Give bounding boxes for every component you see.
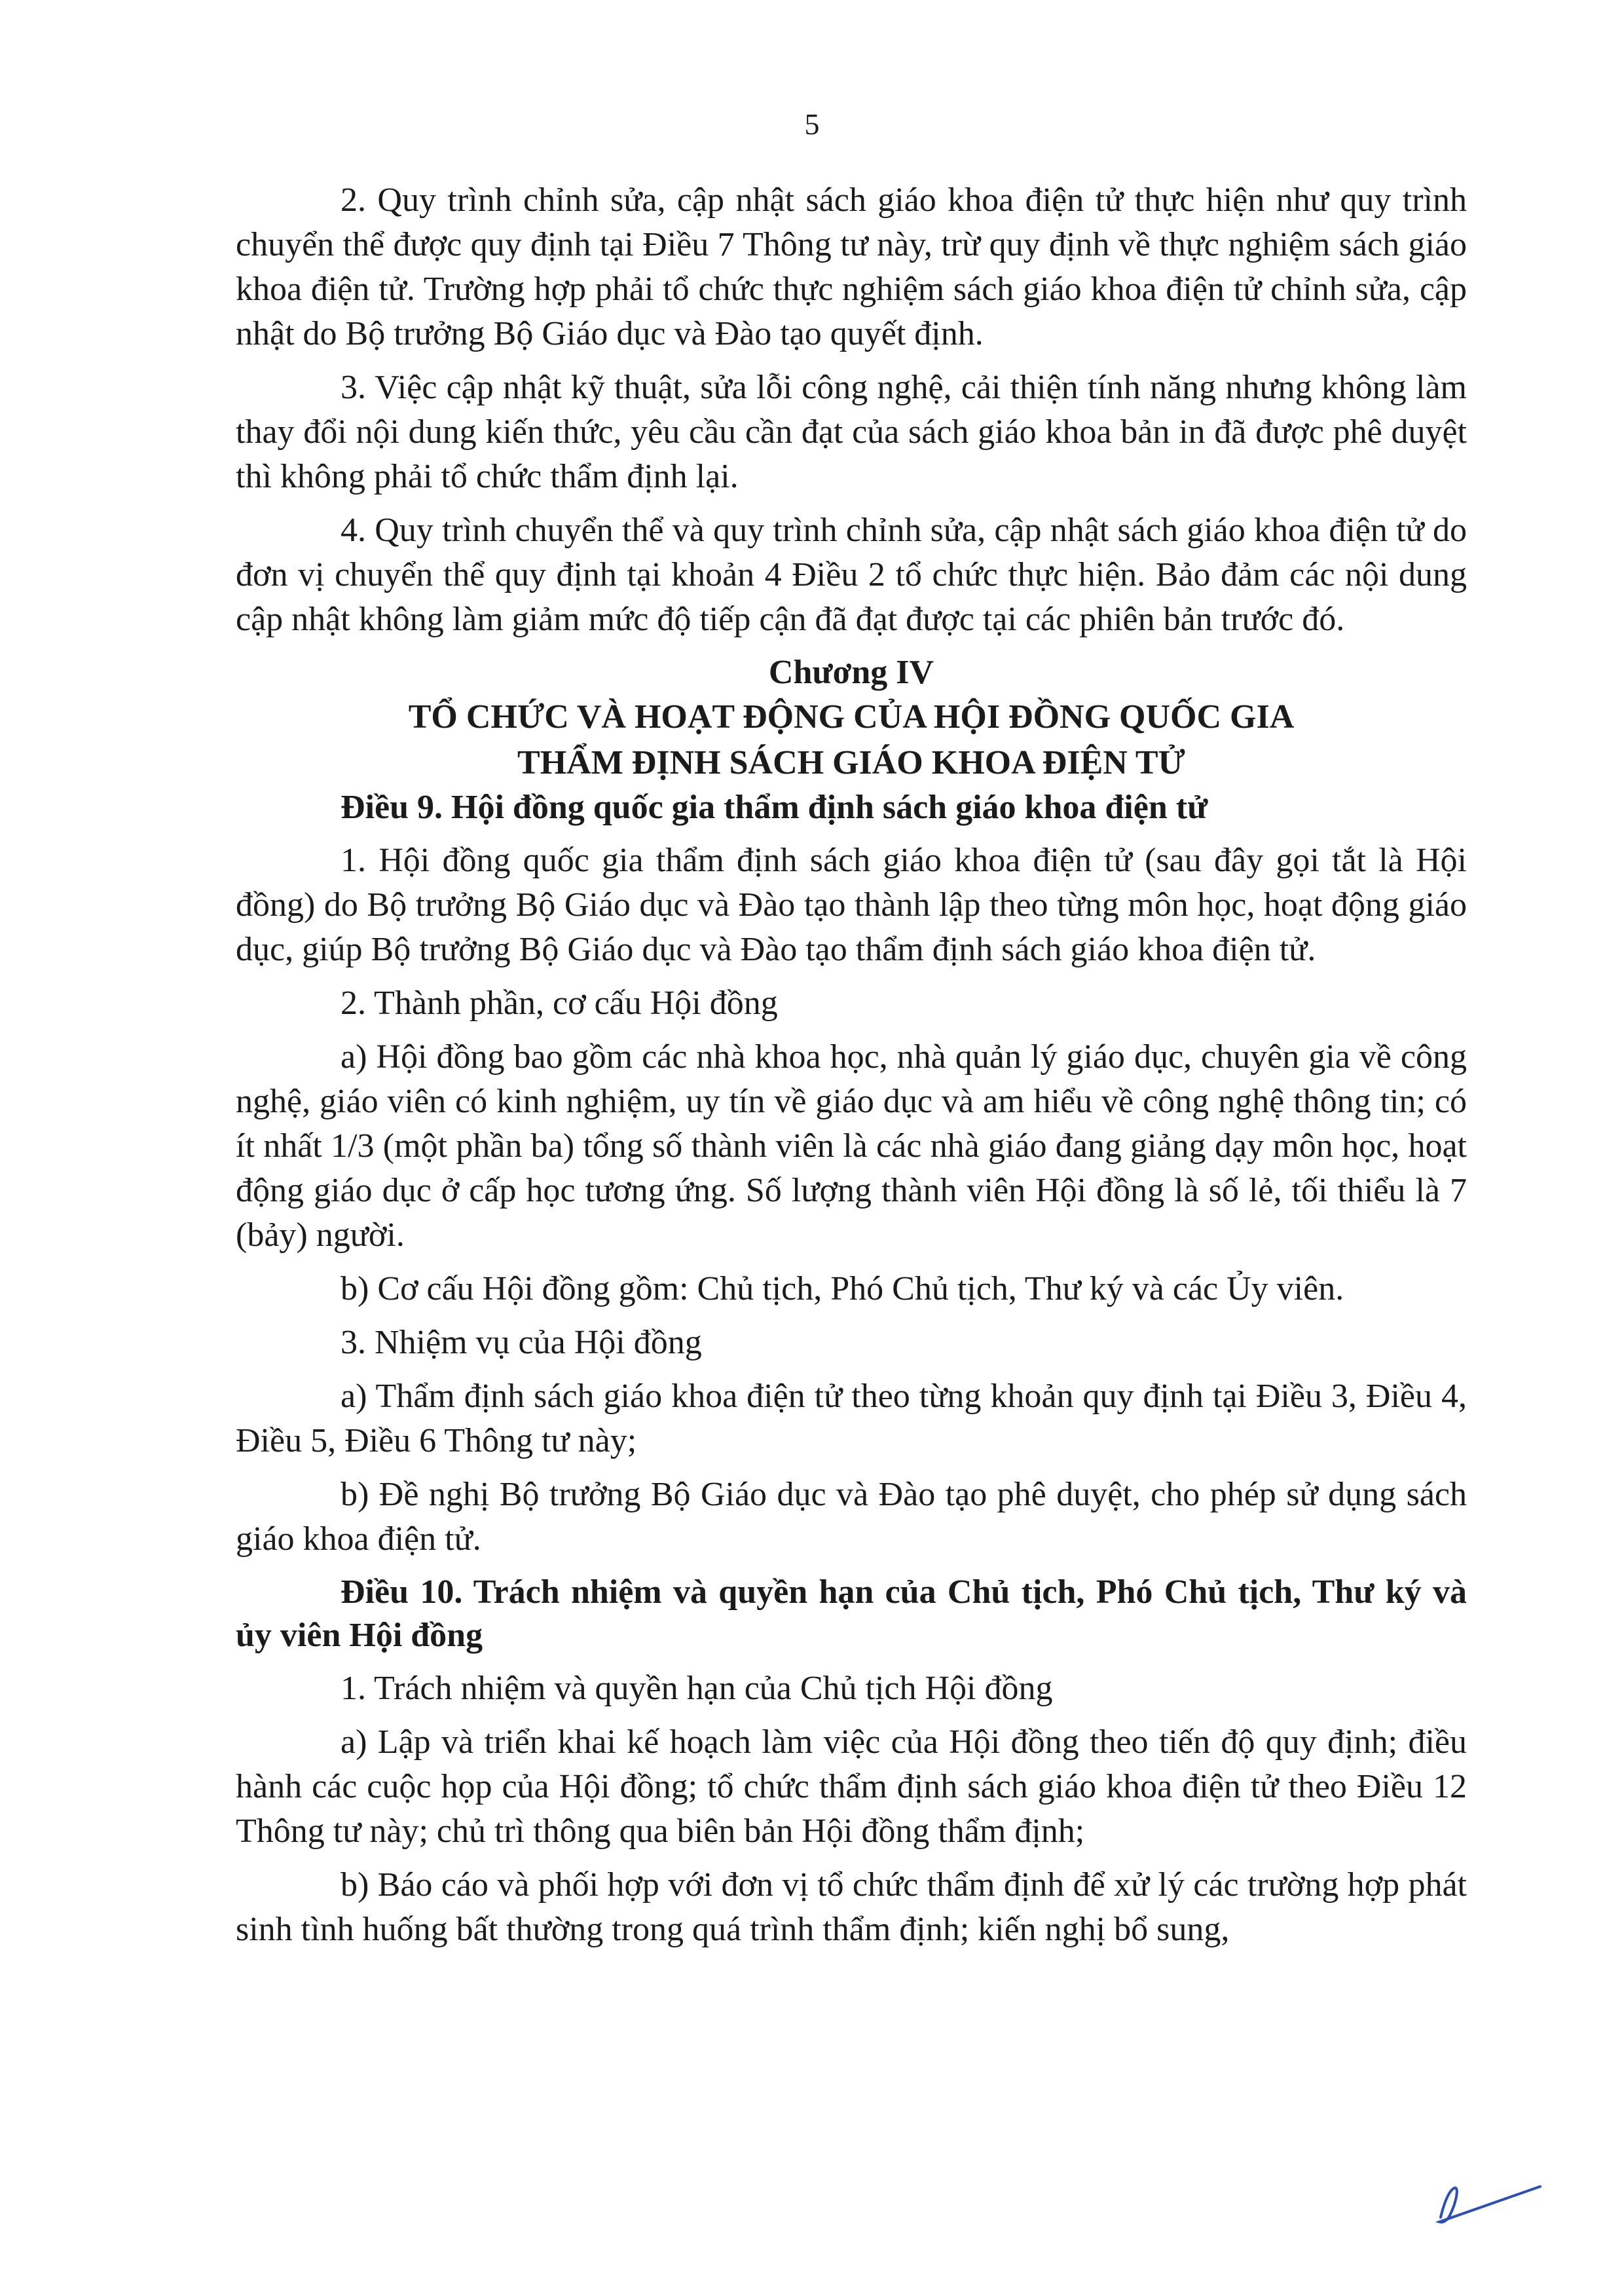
paragraph: a) Hội đồng bao gồm các nhà khoa học, nhà quản lý giáo dục, chuyên gia về công nghệ, giáo viên có kinh nghiệm, uy tín về giáo dục và am hiểu về công nghệ thông tin; có ít nhất 1/3 (một phần ba) tổng số thành viên là các nhà giáo đang giảng dạy môn học, hoạt động giáo dục ở cấp học tương ứng. Số lượng thành viên Hội đồng là số lẻ, tối thiểu là 7 (bảy) người. <box>236 1038 1467 1254</box>
document-body <box>236 178 1467 1952</box>
initials-signature <box>1421 2162 1545 2234</box>
chapter-title-line-2: THẨM ĐỊNH SÁCH GIÁO KHOA ĐIỆN TỬ <box>517 744 1185 781</box>
paragraph: 1. Hội đồng quốc gia thẩm định sách giáo khoa điện tử (sau đây gọi tắt là Hội đồng) do Bộ trưởng Bộ Giáo dục và Đào tạo thành lập theo từng môn học, hoạt động giáo dục, giúp Bộ trưởng Bộ Giáo dục và Đào tạo thẩm định sách giáo khoa điện tử. <box>236 842 1467 968</box>
paragraph: b) Cơ cấu Hội đồng gồm: Chủ tịch, Phó Chủ tịch, Thư ký và các Ủy viên. <box>341 1270 1344 1307</box>
chapter-title-line-1: TỔ CHỨC VÀ HOẠT ĐỘNG CỦA HỘI ĐỒNG QUỐC GIA <box>408 698 1295 736</box>
paragraph: 3. Việc cập nhật kỹ thuật, sửa lỗi công nghệ, cải thiện tính năng nhưng không làm thay đổi nội dung kiến thức, yêu cầu cần đạt của sách giáo khoa bản in đã được phê duyệt thì không phải tổ chức thẩm định lại. <box>236 369 1467 495</box>
paragraph: a) Lập và triển khai kế hoạch làm việc của Hội đồng theo tiến độ quy định; điều hành các cuộc họp của Hội đồng; tổ chức thẩm định sách giáo khoa điện tử theo Điều 12 Thông tư này; chủ trì thông qua biên bản Hội đồng thẩm định; <box>236 1723 1467 1850</box>
chapter-label: Chương IV <box>768 654 934 691</box>
paragraph: 3. Nhiệm vụ của Hội đồng <box>341 1324 702 1361</box>
paragraph: 2. Thành phần, cơ cấu Hội đồng <box>341 985 778 1022</box>
article-10-heading: Điều 10. Trách nhiệm và quyền hạn của Chủ tịch, Phó Chủ tịch, Thư ký và ủy viên Hội đồng <box>236 1573 1467 1654</box>
page-number: 5 <box>804 107 820 141</box>
article-9-heading: Điều 9. Hội đồng quốc gia thẩm định sách giáo khoa điện tử <box>341 789 1208 826</box>
paragraph: b) Đề nghị Bộ trưởng Bộ Giáo dục và Đào tạo phê duyệt, cho phép sử dụng sách giáo khoa điện tử. <box>236 1476 1467 1558</box>
paragraph: 1. Trách nhiệm và quyền hạn của Chủ tịch Hội đồng <box>341 1670 1053 1707</box>
paragraph: a) Thẩm định sách giáo khoa điện tử theo từng khoản quy định tại Điều 3, Điều 4, Điều 5, Điều 6 Thông tư này; <box>236 1378 1467 1459</box>
paragraph: 2. Quy trình chỉnh sửa, cập nhật sách giáo khoa điện tử thực hiện như quy trình chuyển thể được quy định tại Điều 7 Thông tư này, trừ quy định về thực nghiệm sách giáo khoa điện tử. Trường hợp phải tổ chức thực nghiệm sách giáo khoa điện tử chỉnh sửa, cập nhật do Bộ trưởng Bộ Giáo dục và Đào tạo quyết định. <box>236 181 1467 352</box>
paragraph: 4. Quy trình chuyển thể và quy trình chỉnh sửa, cập nhật sách giáo khoa điện tử do đơn vị chuyển thể quy định tại khoản 4 Điều 2 tổ chức thực hiện. Bảo đảm các nội dung cập nhật không làm giảm mức độ tiếp cận đã đạt được tại các phiên bản trước đó. <box>236 512 1467 638</box>
paragraph: b) Báo cáo và phối hợp với đơn vị tổ chức thẩm định để xử lý các trường hợp phát sinh tình huống bất thường trong quá trình thẩm định; kiến nghị bổ sung, <box>236 1866 1467 1948</box>
